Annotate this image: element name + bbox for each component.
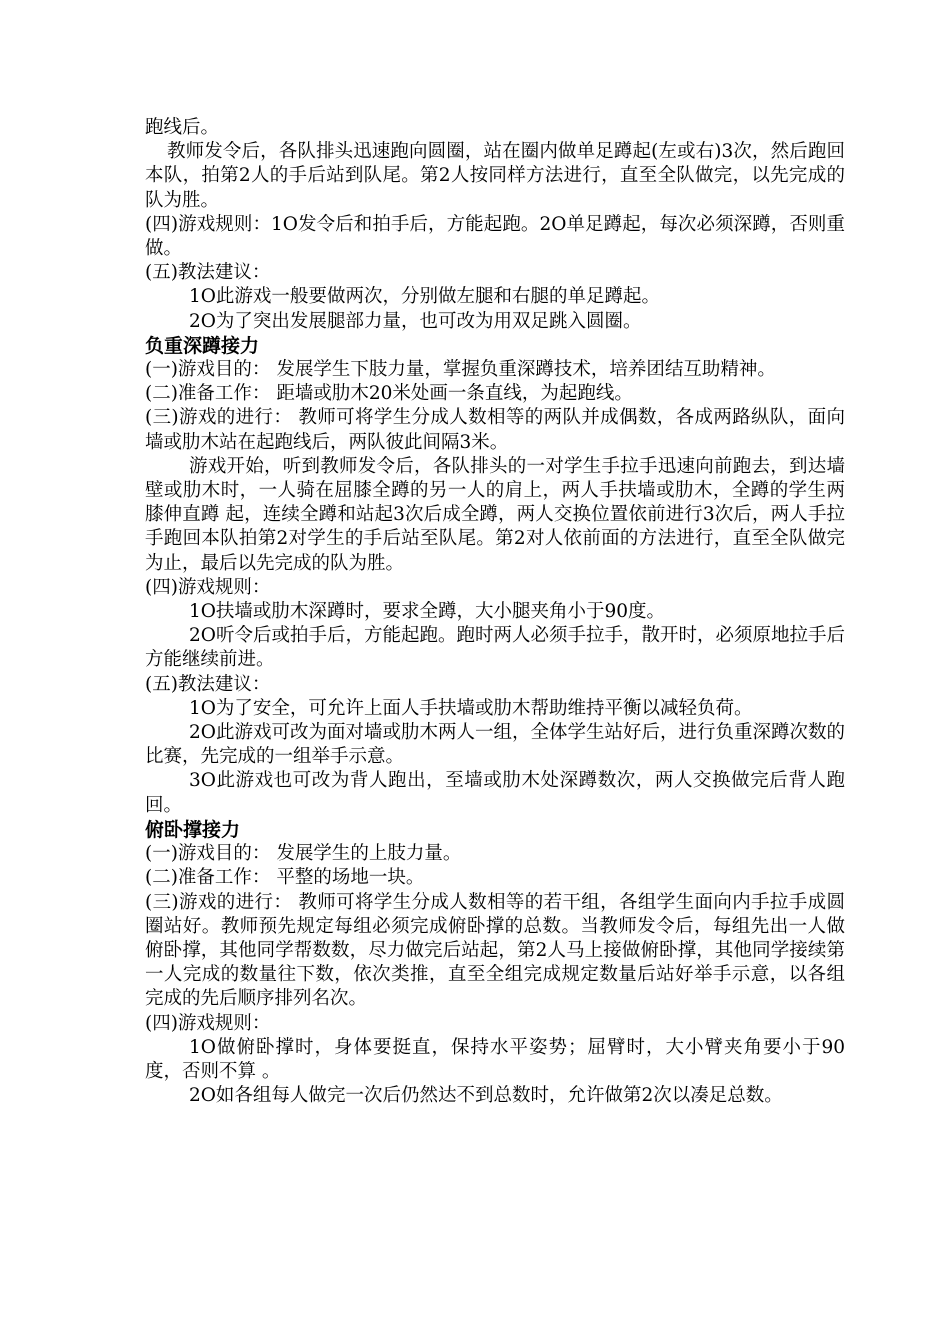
paragraph-rules: (四)游戏规则：1O发令后和拍手后，方能起跑。2O单足蹲起，每次必须深蹲，否则重做。 [145,213,845,260]
section-heading: 负重深蹲接力 [145,334,260,357]
rules-label: (四)游戏规则： [145,1012,271,1034]
rule-item: 1O扶墙或肋木深蹲时，要求全蹲，大小腿夹角小于90度。 [189,601,665,623]
paragraph-process: (三)游戏的进行： 教师可将学生分成人数相等的两队并成偶数，各成两路纵队，面向墙或肋木站在起跑线后，两队彼此间隔3米。 [145,407,845,453]
advice-label: (五)教法建议： [145,673,271,695]
paragraph-prep: (二)准备工作： 距墙或肋木20米处画一条直线，为起跑线。 [145,383,633,405]
section-heading: 俯卧撑接力 [145,818,241,841]
paragraph-prep: (二)准备工作： 平整的场地一块。 [145,867,425,889]
rules-label: (四)游戏规则： [145,576,271,598]
rule-item: 1O做俯卧撑时，身体要挺直，保持水平姿势；屈臂时，大小臂夹角要小于90度，否则不算 。 [145,1036,845,1082]
document-page [145,116,845,1108]
paragraph-process-detail: 游戏开始，听到教师发令后，各队排头的一对学生手拉手迅速向前跑去，到达墙壁或肋木时，一人骑在屈膝全蹲的另一人的肩上，两人手扶墙或肋木，全蹲的学生两膝伸直蹲 起，连续全蹲和站起3次后成全蹲，两人交换位置依前进行3次后，两人手拉手跑回本队拍第2对学生的手后站至队尾。第2对人依前面的方法进行，直至全队做完为止，最后以先完成的队为胜。 [145,455,845,574]
rule-item: 2O听令后或拍手后，方能起跑。跑时两人必须手拉手，散开时，必须原地拉手后方能继续前进。 [145,625,845,671]
advice-item: 2O此游戏可改为面对墙或肋木两人一组，全体学生站好后，进行负重深蹲次数的比赛，先完成的一组举手示意。 [145,722,845,768]
advice-item: 3O此游戏也可改为背人跑出，至墙或肋木处深蹲数次，两人交换做完后背人跑回。 [145,770,845,816]
advice-item: 2O为了突出发展腿部力量，也可改为用双足跳入圆圈。 [189,310,642,332]
rule-item: 2O如各组每人做完一次后仍然达不到总数时，允许做第2次以凑足总数。 [189,1085,783,1107]
advice-item: 1O此游戏一般要做两次，分别做左腿和右腿的单足蹲起。 [189,286,660,308]
paragraph-purpose: (一)游戏目的： 发展学生的上肢力量。 [145,843,462,865]
advice-label: (五)教法建议： [145,262,271,284]
paragraph-process: 教师发令后，各队排头迅速跑向圆圈，站在圈内做单足蹲起(左或右)3次，然后跑回本队，拍第2人的手后站到队尾。第2人按同样方法进行，直至全队做完，以先完成的队为胜。 [145,141,845,211]
paragraph-purpose: (一)游戏目的： 发展学生下肢力量，掌握负重深蹲技术，培养团结互助精神。 [145,359,776,381]
paragraph-process: (三)游戏的进行： 教师可将学生分成人数相等的若干组，各组学生面向内手拉手成圆圈站好。教师预先规定每组必须完成俯卧撑的总数。当教师发令后，每组先出一人做俯卧撑，其他同学帮数数，尽力做完后站起，第2人马上接做俯卧撑，其他同学接续第一人完成的数量往下数，依次类推，直至全组完成规定数量后站好举手示意，以各组完成的先后顺序排列名次。 [145,891,845,1010]
advice-item: 1O为了安全，可允许上面人手扶墙或肋木帮助维持平衡以减轻负荷。 [189,697,753,719]
paragraph-continuation: 跑线后。 [145,117,220,138]
